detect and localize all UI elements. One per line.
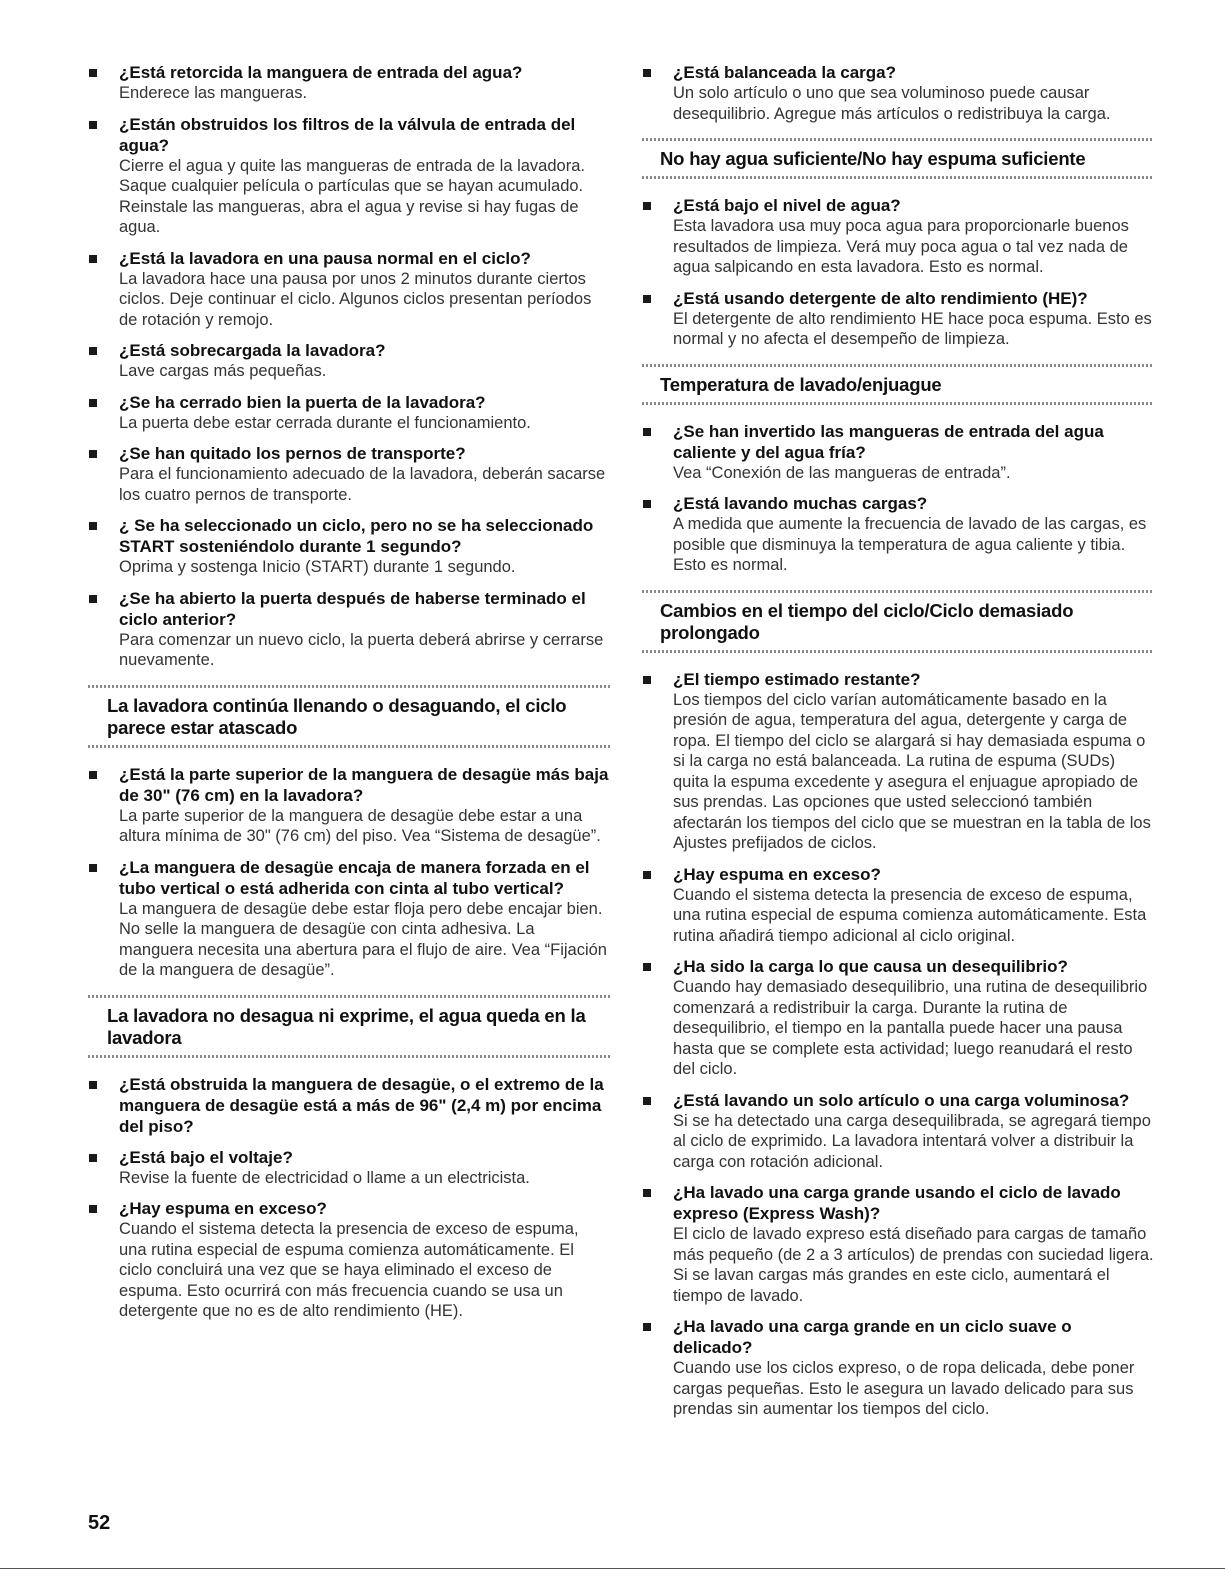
answer-text: Si se ha detectado una carga desequilibrada, se agregará tiempo al ciclo de exprimido. La lavadora intentará volver a distribuir la carga con rotación adicional. bbox=[673, 1111, 1151, 1171]
answer-text: Enderece las mangueras. bbox=[119, 84, 308, 102]
page-number: 52 bbox=[88, 1512, 111, 1534]
troubleshooting-item bbox=[642, 669, 1154, 854]
troubleshooting-item bbox=[642, 288, 1154, 350]
section-title: Cambios en el tiempo del ciclo/Ciclo demasiado prolongado bbox=[660, 599, 1074, 643]
square-bullet-icon bbox=[643, 69, 651, 77]
dotted-rule bbox=[642, 402, 1154, 405]
square-bullet-icon bbox=[89, 121, 97, 129]
question-text: ¿Está lavando muchas cargas? bbox=[673, 494, 928, 513]
square-bullet-icon bbox=[89, 69, 97, 77]
square-bullet-icon bbox=[89, 255, 97, 263]
question-text: ¿Hay espuma en exceso? bbox=[119, 1199, 327, 1218]
troubleshooting-item bbox=[88, 588, 610, 671]
square-bullet-icon bbox=[89, 450, 97, 458]
square-bullet-icon bbox=[89, 522, 97, 530]
answer-text: Cuando use los ciclos expreso, o de ropa delicada, debe poner cargas pequeñas. Esto le asegura un lavado delicado para sus prendas sin aumentar los tiempos del ciclo. bbox=[673, 1359, 1135, 1418]
answer-text: La lavadora hace una pausa por unos 2 minutos durante ciertos ciclos. Deje continuar el ciclo. Algunos ciclos presentan períodos de rotación y remojo. bbox=[119, 269, 592, 329]
answer-text: Para el funcionamiento adecuado de la lavadora, deberán sacarse los cuatro pernos de transporte. bbox=[119, 465, 606, 504]
troubleshooting-item bbox=[642, 62, 1154, 124]
square-bullet-icon bbox=[89, 595, 97, 603]
answer-text: Cuando hay demasiado desequilibrio, una rutina de desequilibrio comenzará a redistribuir la carga. Durante la rutina de desequilibrio, el tiempo en la pantalla puede hacer una pausa hasta que se complete esta actividad; luego reanudará el resto del ciclo. bbox=[673, 978, 1148, 1078]
troubleshooting-item bbox=[88, 340, 610, 382]
troubleshooting-item bbox=[88, 857, 610, 981]
troubleshooting-item bbox=[88, 392, 610, 434]
square-bullet-icon bbox=[643, 1323, 651, 1331]
square-bullet-icon bbox=[643, 428, 651, 436]
troubleshooting-item bbox=[88, 1198, 610, 1322]
troubleshooting-item bbox=[88, 1074, 610, 1137]
section-header bbox=[88, 685, 610, 748]
question-text: ¿Está usando detergente de alto rendimiento (HE)? bbox=[673, 288, 1088, 308]
question-text: ¿Ha lavado una carga grande en un ciclo suave o delicado? bbox=[673, 1317, 1072, 1357]
question-text: ¿El tiempo estimado restante? bbox=[673, 669, 921, 689]
question-text: ¿Se han quitado los pernos de transporte? bbox=[119, 444, 466, 463]
troubleshooting-item bbox=[642, 1090, 1154, 1173]
right-column bbox=[642, 62, 1154, 1430]
answer-text: Vea “Conexión de las mangueras de entrada”. bbox=[673, 463, 1011, 482]
dotted-rule bbox=[88, 1055, 610, 1058]
troubleshooting-item bbox=[642, 421, 1154, 484]
troubleshooting-item bbox=[88, 114, 610, 238]
troubleshooting-item bbox=[642, 1316, 1154, 1420]
question-text: ¿Está la parte superior de la manguera de desagüe más baja de 30" (76 cm) en la lavadora? bbox=[119, 764, 609, 805]
question-text: ¿ Se ha seleccionado un ciclo, pero no se ha seleccionado START sosteniéndolo durante 1 segundo? bbox=[119, 516, 594, 556]
square-bullet-icon bbox=[89, 864, 97, 872]
question-text: ¿Está lavando un solo artículo o una carga voluminosa? bbox=[673, 1090, 1130, 1110]
dotted-rule bbox=[642, 650, 1154, 653]
answer-text: La puerta debe estar cerrada durante el funcionamiento. bbox=[119, 413, 531, 432]
square-bullet-icon bbox=[89, 771, 97, 779]
square-bullet-icon bbox=[89, 399, 97, 407]
square-bullet-icon bbox=[643, 500, 651, 508]
section-title: La lavadora continúa llenando o desaguando, el ciclo parece estar atascado bbox=[107, 694, 567, 738]
troubleshooting-item bbox=[88, 62, 610, 104]
question-text: ¿La manguera de desagüe encaja de manera forzada en el tubo vertical o está adherida con cinta al tubo vertical? bbox=[119, 857, 590, 898]
left-column bbox=[88, 62, 610, 1332]
square-bullet-icon bbox=[643, 202, 651, 210]
question-text: ¿Está bajo el nivel de agua? bbox=[673, 196, 901, 215]
answer-text: Cuando el sistema detecta la presencia de exceso de espuma, una rutina especial de espuma comienza automáticamente. El ciclo concluirá una vez que se haya eliminado el exceso de espuma. Esto ocurrirá con más frecuencia cuando se usa un detergente que no es de alto rendimiento (HE). bbox=[119, 1220, 579, 1320]
troubleshooting-item bbox=[642, 956, 1154, 1080]
answer-text: Cuando el sistema detecta la presencia de exceso de espuma, una rutina especial de espuma comienza automáticamente. Esta rutina añadirá tiempo adicional al ciclo original. bbox=[673, 885, 1147, 945]
question-text: ¿Están obstruidos los filtros de la válvula de entrada del agua? bbox=[119, 114, 576, 155]
question-text: ¿Está bajo el voltaje? bbox=[119, 1147, 293, 1167]
section-title: La lavadora no desagua ni exprime, el agua queda en la lavadora bbox=[107, 1004, 586, 1048]
answer-text: La parte superior de la manguera de desagüe debe estar a una altura mínima de 30" (76 cm) del piso. Vea “Sistema de desagüe”. bbox=[119, 806, 601, 845]
troubleshooting-item bbox=[88, 248, 610, 331]
answer-text: Para comenzar un nuevo ciclo, la puerta deberá abrirse y cerrarse nuevamente. bbox=[119, 630, 604, 669]
square-bullet-icon bbox=[643, 1097, 651, 1105]
square-bullet-icon bbox=[89, 1205, 97, 1213]
section-header bbox=[642, 138, 1154, 179]
question-text: ¿Está obstruida la manguera de desagüe, o el extremo de la manguera de desagüe está a más de 96" (2,4 m) por encima del piso? bbox=[119, 1074, 604, 1136]
section-title: Temperatura de lavado/enjuague bbox=[660, 373, 942, 395]
section-title: No hay agua suficiente/No hay espuma suficiente bbox=[660, 148, 1086, 169]
square-bullet-icon bbox=[89, 1154, 97, 1162]
dotted-rule bbox=[642, 176, 1154, 179]
answer-text: El ciclo de lavado expreso está diseñado para cargas de tamaño más pequeño (de 2 a 3 artículos) de prendas con suciedad ligera. Si se lavan cargas más grandes en este ciclo, aumentará el tiempo de lavado. bbox=[673, 1225, 1154, 1305]
answer-text: Cierre el agua y quite las mangueras de entrada de la lavadora. Saque cualquier película o partículas que se hayan acumulado. Reinstale las mangueras, abra el agua y revise si hay fugas de agua. bbox=[119, 156, 585, 236]
question-text: ¿Se han invertido las mangueras de entrada del agua caliente y del agua fría? bbox=[673, 421, 1104, 462]
question-text: ¿Ha sido la carga lo que causa un desequilibrio? bbox=[673, 957, 1068, 976]
question-text: ¿Está la lavadora en una pausa normal en el ciclo? bbox=[119, 248, 531, 268]
answer-text: Lave cargas más pequeñas. bbox=[119, 362, 327, 380]
bottom-rule bbox=[0, 1568, 1225, 1569]
question-text: ¿Se ha abierto la puerta después de haberse terminado el ciclo anterior? bbox=[119, 588, 586, 629]
answer-text: Revise la fuente de electricidad o llame a un electricista. bbox=[119, 1168, 530, 1187]
troubleshooting-item bbox=[88, 1147, 610, 1189]
question-text: ¿Hay espuma en exceso? bbox=[673, 864, 881, 884]
answer-text: Esta lavadora usa muy poca agua para proporcionarle buenos resultados de limpieza. Verá muy poca agua o tal vez nada de agua salpicando en esta lavadora. Esto es normal. bbox=[673, 217, 1129, 276]
answer-text: Los tiempos del ciclo varían automáticamente basado en la presión de agua, temperatura del agua, detergente y carga de ropa. El tiempo del ciclo se alargará si hay demasiada espuma o si la carga no está balanceada. La rutina de espuma (SUDs) quita la espuma excedente y asegura el enjuague apropiado de sus prendas. Las opciones que usted seleccionó también afectarán los tiempos del ciclo que se muestran en la tabla de los Ajustes prefijados de ciclos. bbox=[673, 690, 1151, 852]
troubleshooting-item bbox=[642, 195, 1154, 278]
troubleshooting-item bbox=[88, 443, 610, 505]
square-bullet-icon bbox=[643, 295, 651, 303]
question-text: ¿Está sobrecargada la lavadora? bbox=[119, 341, 386, 360]
section-header bbox=[88, 995, 610, 1058]
answer-text: El detergente de alto rendimiento HE hace poca espuma. Esto es normal y no afecta el desempeño de limpieza. bbox=[673, 309, 1152, 348]
square-bullet-icon bbox=[643, 963, 651, 971]
square-bullet-icon bbox=[643, 871, 651, 879]
question-text: ¿Ha lavado una carga grande usando el ciclo de lavado expreso (Express Wash)? bbox=[673, 1183, 1121, 1223]
square-bullet-icon bbox=[643, 1189, 651, 1197]
question-text: ¿Está balanceada la carga? bbox=[673, 63, 896, 82]
answer-text: La manguera de desagüe debe estar floja pero debe encajar bien. No selle la manguera de desagüe con cinta adhesiva. La manguera necesita una abertura para el flujo de aire. Vea “Fijación de la manguera de desagüe”. bbox=[119, 899, 607, 979]
square-bullet-icon bbox=[643, 676, 651, 684]
answer-text: Un solo artículo o uno que sea voluminoso puede causar desequilibrio. Agregue más artículos o redistribuya la carga. bbox=[673, 84, 1111, 123]
dotted-rule bbox=[88, 745, 610, 748]
troubleshooting-item bbox=[642, 1182, 1154, 1306]
troubleshooting-item bbox=[642, 864, 1154, 947]
square-bullet-icon bbox=[89, 347, 97, 355]
question-text: ¿Se ha cerrado bien la puerta de la lavadora? bbox=[119, 392, 486, 412]
troubleshooting-item bbox=[642, 493, 1154, 576]
troubleshooting-item bbox=[88, 515, 610, 578]
troubleshooting-item bbox=[88, 764, 610, 847]
answer-text: A medida que aumente la frecuencia de lavado de las cargas, es posible que disminuya la temperatura de agua caliente y tibia. Esto es normal. bbox=[673, 515, 1147, 574]
section-header bbox=[642, 364, 1154, 405]
square-bullet-icon bbox=[89, 1081, 97, 1089]
answer-text: Oprima y sostenga Inicio (START) durante 1 segundo. bbox=[119, 558, 516, 576]
question-text: ¿Está retorcida la manguera de entrada del agua? bbox=[119, 63, 523, 82]
section-header bbox=[642, 590, 1154, 653]
